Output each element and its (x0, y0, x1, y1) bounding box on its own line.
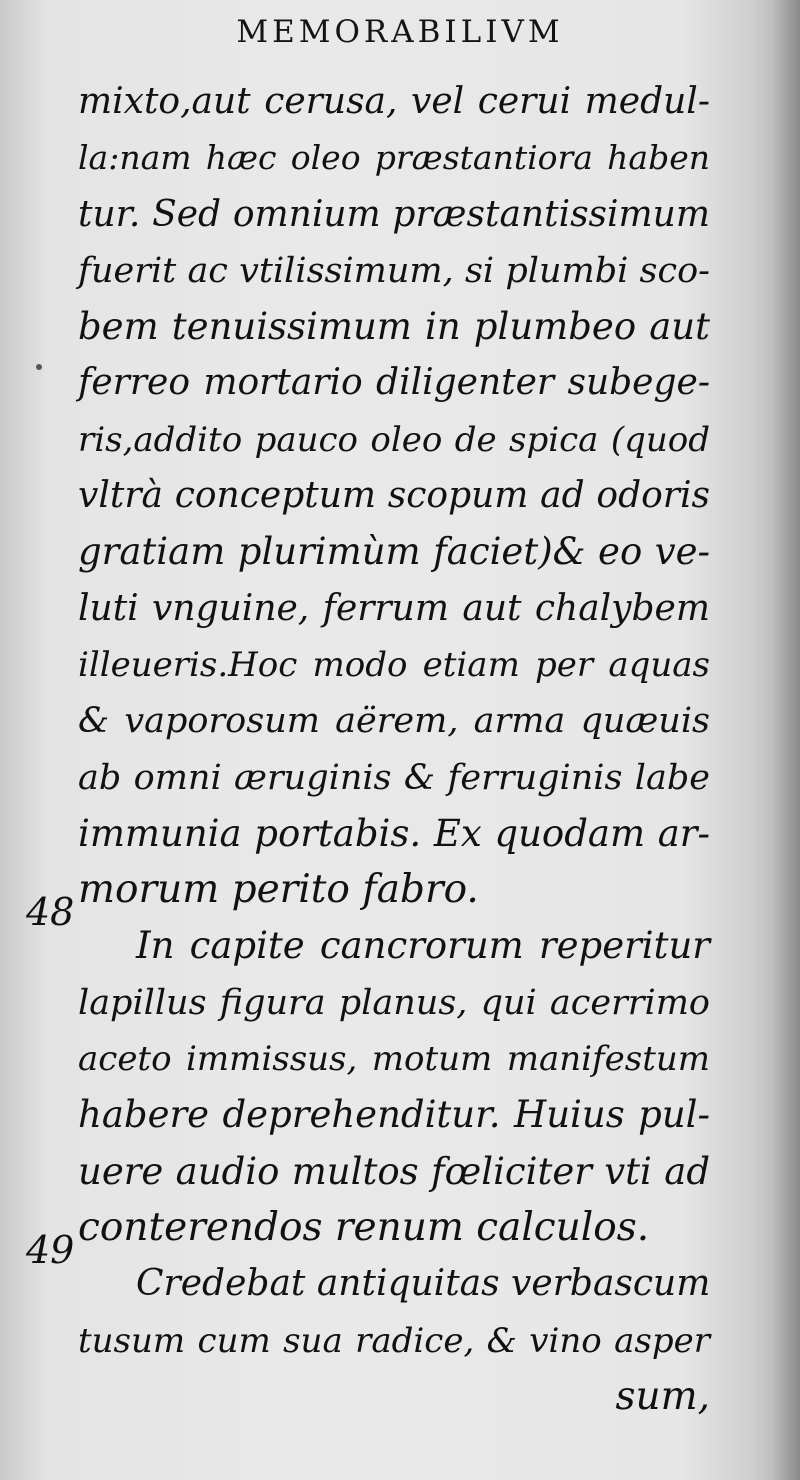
text-line: uere audio multos fœliciter vti ad (78, 1149, 710, 1193)
margin-dot (36, 364, 42, 370)
text-line: bem tenuissimum in plumbeo aut (78, 305, 710, 349)
catchword: sum, (615, 1373, 710, 1419)
text-line: vltrà conceptum scopum ad odoris (78, 475, 710, 517)
text-line: habere deprehenditur. Huius pul- (78, 1093, 710, 1137)
text-line: fuerit ac vtilissimum, si plumbi sco- (78, 250, 710, 291)
text-line: ferreo mortario diligenter subege- (78, 362, 710, 404)
text-line: mixto,aut cerusa, vel cerui medul- (78, 81, 710, 122)
text-line: la:nam hæc oleo præstantiora haben (78, 138, 710, 178)
text-line: tusum cum sua radice, & vino asper (78, 1320, 710, 1361)
text-line: conterendos renum calculos. (78, 1204, 650, 1250)
body-text (78, 74, 710, 1425)
text-line: luti vnguine, ferrum aut chalybem (78, 587, 710, 629)
paragraph-number-49: 49 (26, 1228, 75, 1272)
text-line: lapillus figura planus, qui acerrimo (78, 982, 710, 1023)
paragraph-number-48: 48 (26, 890, 75, 934)
text-line: gratiam plurimùm faciet)& eo ve- (78, 530, 710, 574)
text-line: immunia portabis. Ex quodam ar- (78, 811, 710, 855)
text-line: & vaporosum aërem, arma quæuis (78, 701, 710, 742)
text-line: tur. Sed omnium præstantissimum (78, 193, 710, 235)
text-line: ris,addito pauco oleo de spica (quod (78, 419, 710, 460)
page-edge-shadow (772, 0, 800, 1480)
text-line: Credebat antiquitas verbascum (136, 1263, 711, 1305)
text-line: morum perito fabro. (78, 867, 479, 913)
text-line: In capite cancrorum reperitur (136, 924, 710, 968)
running-head: MEMORABILIVM (236, 14, 564, 50)
text-line: ab omni æruginis & ferruginis labe (78, 757, 710, 798)
text-line: illeueris.Hoc modo etiam per aquas (78, 644, 710, 685)
text-line: aceto immissus, motum manifestum (78, 1039, 710, 1080)
